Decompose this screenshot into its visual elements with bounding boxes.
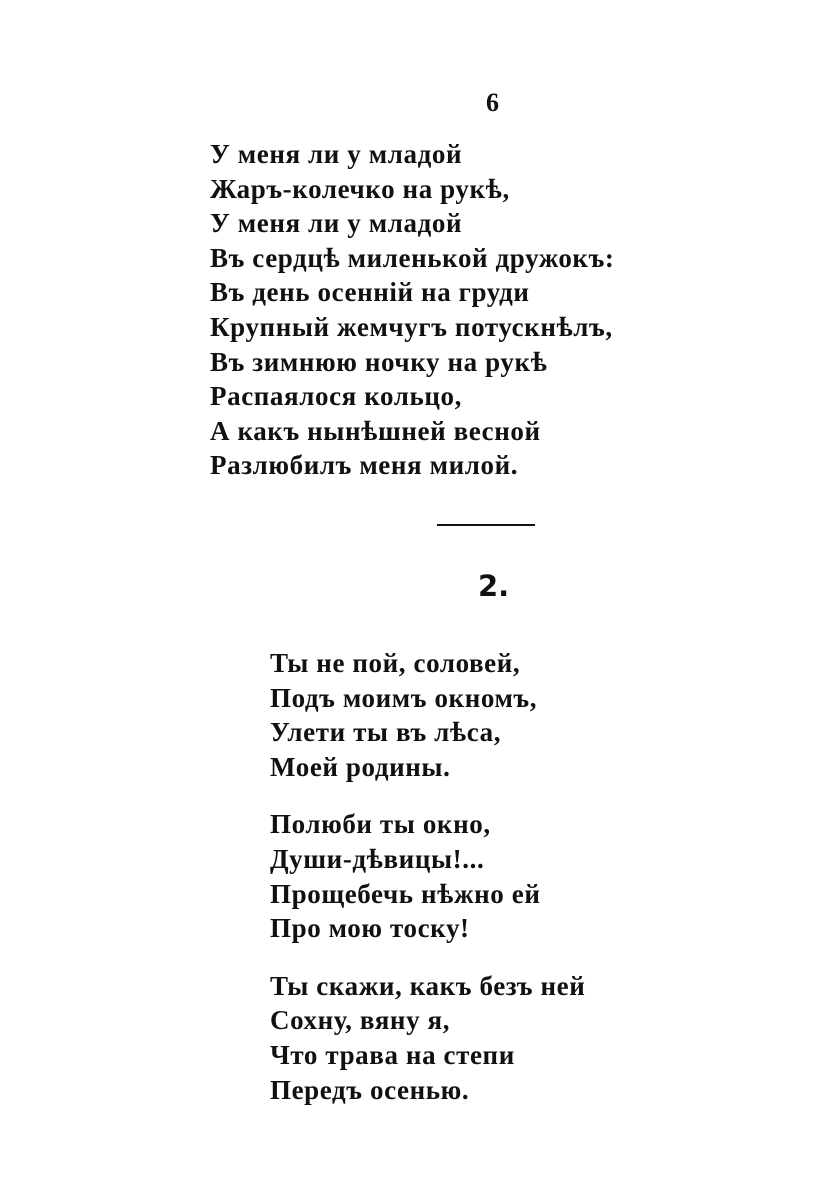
stanza <box>270 807 585 945</box>
page-number: 6 <box>486 88 499 117</box>
poem-line: А какъ нынѣшней весной <box>210 415 541 446</box>
stanza <box>270 646 585 784</box>
poem-line: Распаялося кольцо, <box>210 381 463 412</box>
poem-line: Улети ты въ лѣса, <box>270 717 502 748</box>
poem-line: Въ сердцѣ миленькой дружокъ: <box>210 242 615 273</box>
poem-line: Въ день осеннiй на груди <box>210 277 530 308</box>
poem-line: Моей родины. <box>270 751 451 782</box>
stanza <box>270 969 585 1107</box>
poem-line: Что трава на степи <box>270 1039 515 1070</box>
poem-top <box>210 137 615 483</box>
poem-line: Прощебечь нѣжно ей <box>270 878 541 909</box>
poem-line: Сохну, вяну я, <box>270 1005 451 1036</box>
poem-line: Про мою тоску! <box>270 913 470 944</box>
poem-line: У меня ли у младой <box>210 208 463 239</box>
poem-line: Ты не пой, соловей, <box>270 648 521 678</box>
poem-line: Полюби ты окно, <box>270 809 491 840</box>
poem-line: Жаръ-колечко на рукѣ, <box>210 173 510 204</box>
poem-line: Души-дѣвицы!... <box>270 843 485 874</box>
poem-line: Крупный жемчугъ потускнѣлъ, <box>210 311 613 342</box>
poem-line: Передъ осенью. <box>270 1074 470 1105</box>
poem-line: Въ зимнюю ночку на рукѣ <box>210 346 548 377</box>
poem-line: Подъ моимъ окномъ, <box>270 682 538 713</box>
poem-line: У меня ли у младой <box>210 139 463 169</box>
section-divider <box>437 524 535 526</box>
section-number: 2. <box>478 569 510 603</box>
poem-line: Ты скажи, какъ безъ ней <box>270 970 586 1001</box>
poem-line: Разлюбилъ меня милой. <box>210 450 519 481</box>
poem-second <box>270 646 585 1107</box>
